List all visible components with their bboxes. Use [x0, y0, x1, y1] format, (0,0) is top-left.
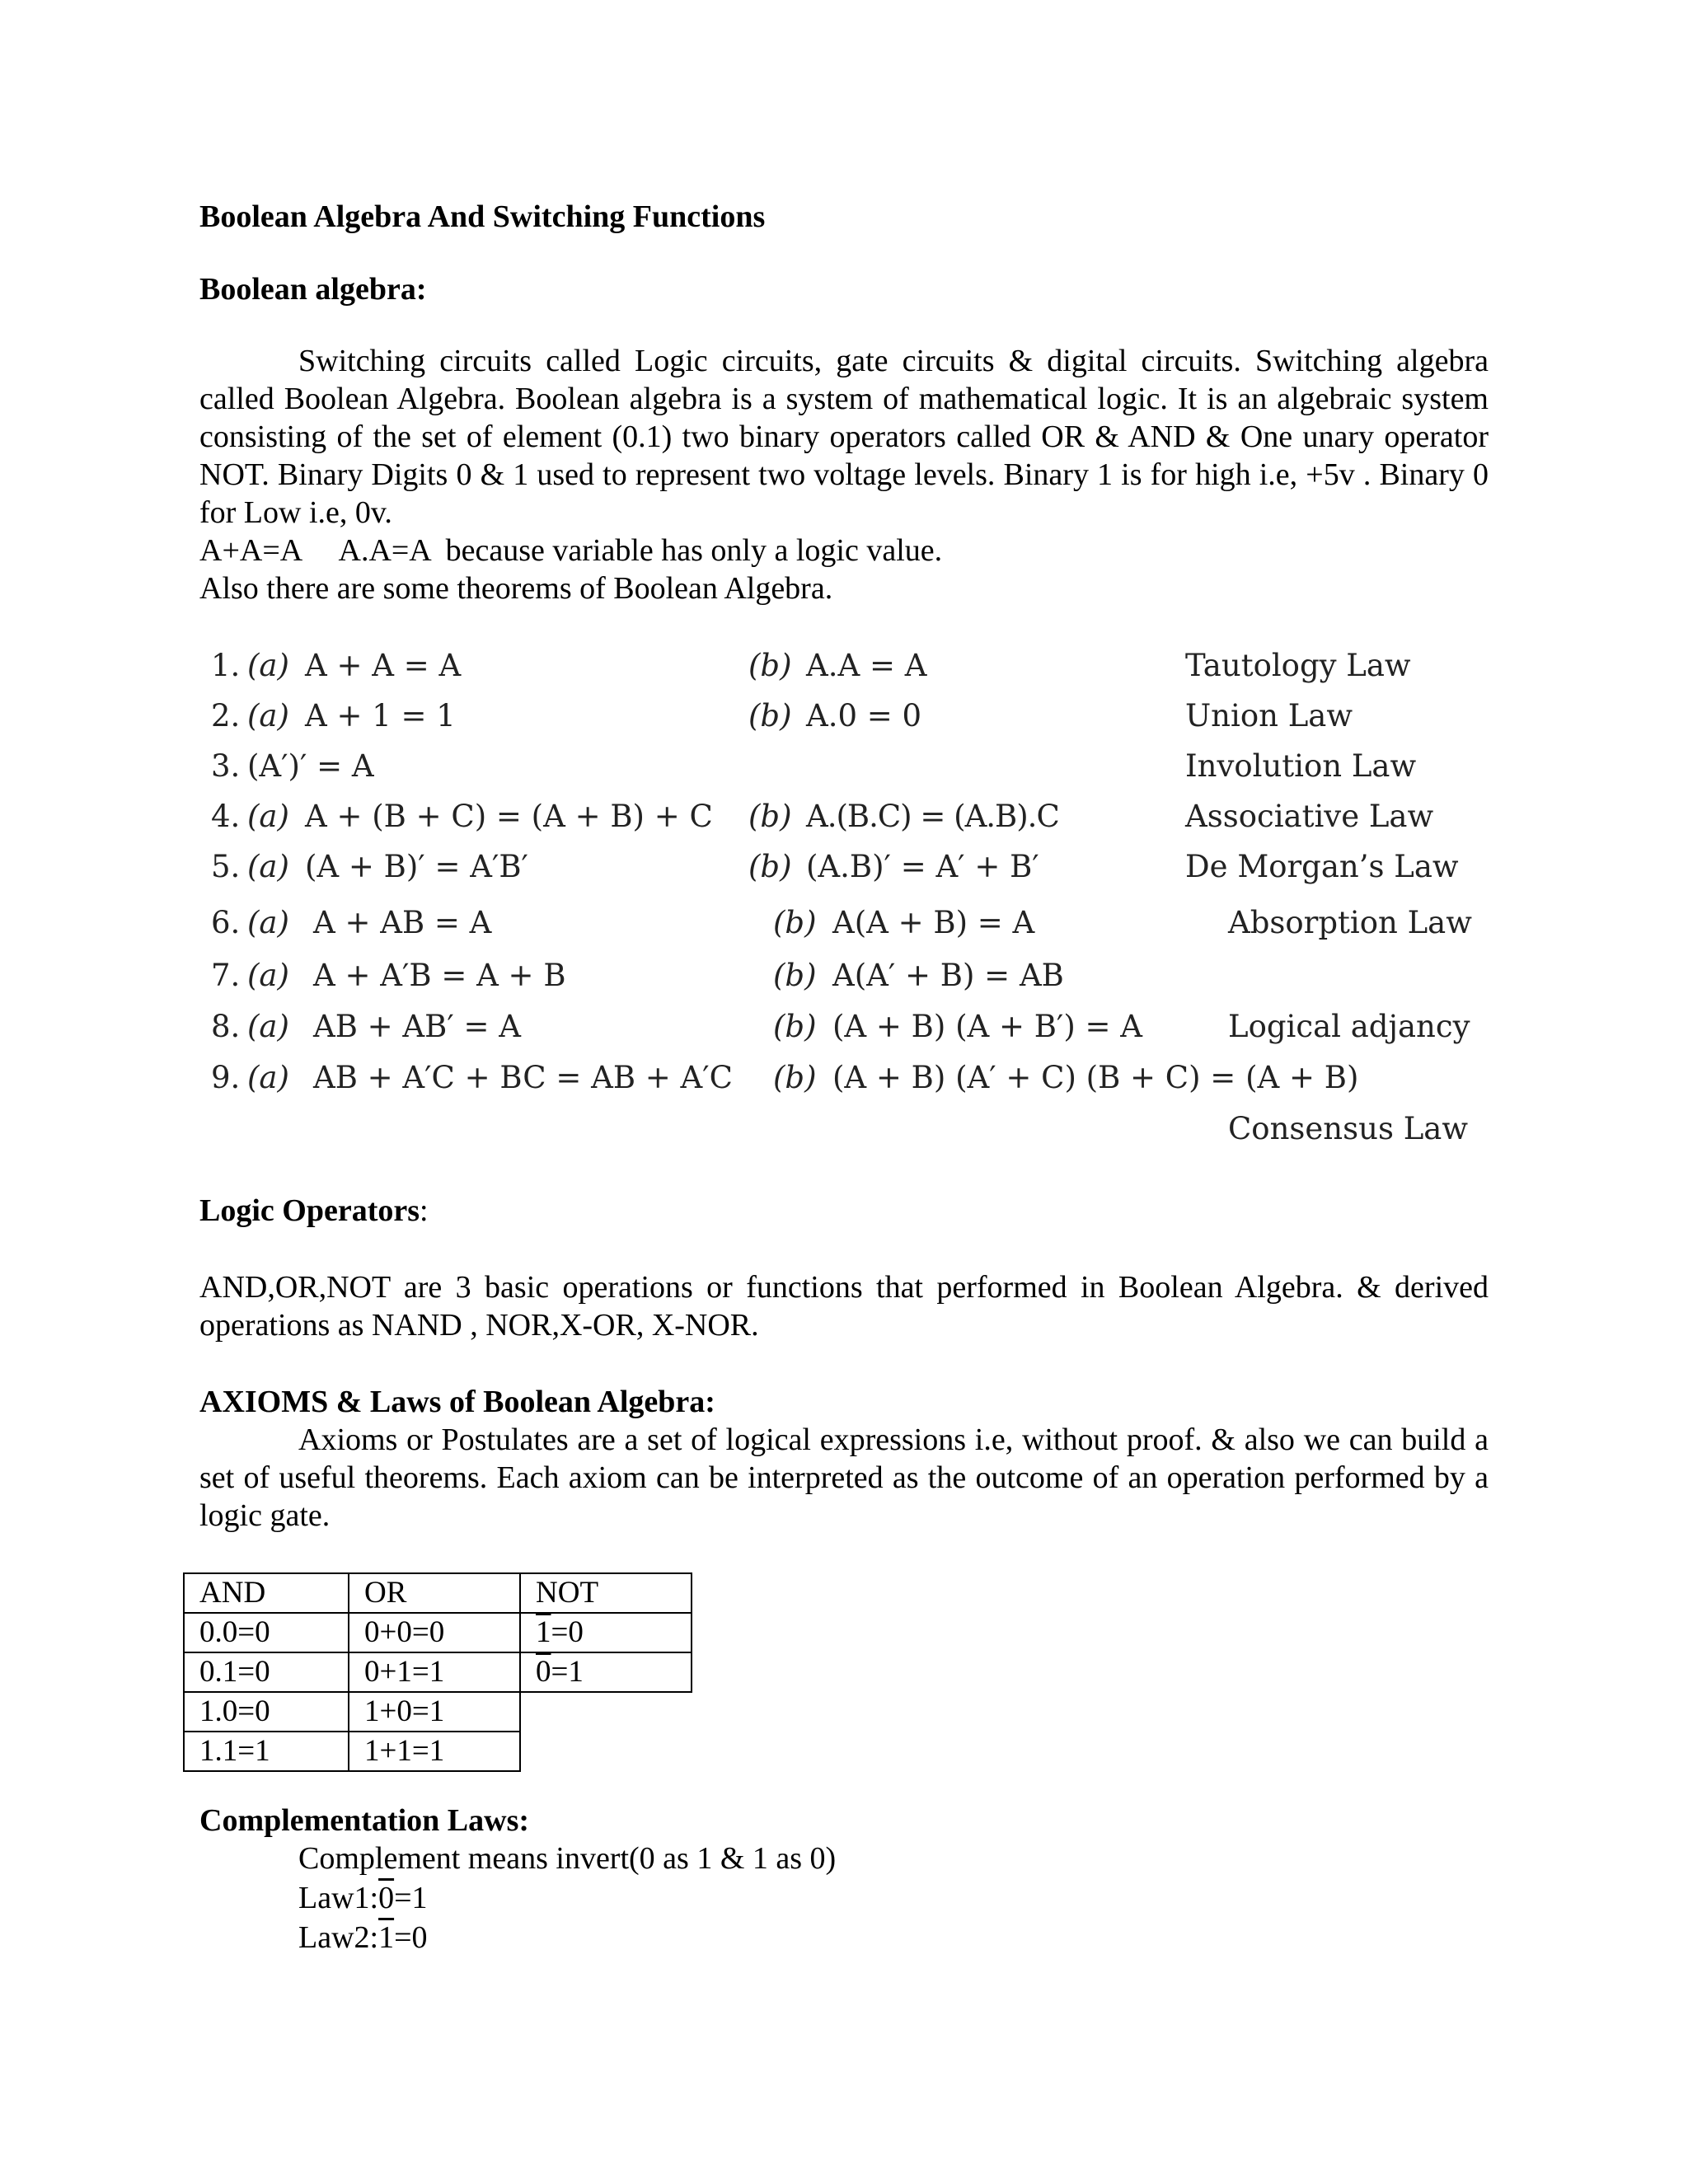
- theorem-5-number: 5.: [211, 849, 241, 884]
- theorem-3-number: 3.: [211, 748, 241, 784]
- theorem-7-number: 7.: [211, 958, 241, 993]
- theorem-4-law: Associative Law: [1185, 799, 1434, 834]
- theorem-9-law: Consensus Law: [1228, 1111, 1468, 1146]
- theorems-intro-line: Also there are some theorems of Boolean Algebra.: [199, 571, 833, 606]
- theorem-1-a-label: (a): [247, 648, 289, 683]
- theorem-1-number: 1.: [211, 648, 241, 683]
- complement-definition: Complement means invert(0 as 1 & 1 as 0): [298, 1841, 837, 1876]
- table-header-or: OR: [349, 1573, 520, 1613]
- axioms-truth-table: [183, 1572, 692, 1772]
- theorem-9-b-label: (b): [773, 1060, 817, 1095]
- theorem-4-b: A.(B.C) = (A.B).C: [806, 799, 1059, 834]
- theorem-1-b-label: (b): [748, 648, 792, 683]
- theorem-1-b: A.A = A: [806, 648, 927, 683]
- complement-law-2: [298, 1919, 428, 1957]
- not-result: =0: [551, 1615, 584, 1649]
- table-cell-or: 0+1=1: [349, 1652, 520, 1692]
- theorem-5-a: (A + B)′ = A′B′: [305, 849, 528, 884]
- theorem-8-number: 8.: [211, 1009, 241, 1044]
- document-title: Boolean Algebra And Switching Functions: [199, 199, 766, 234]
- theorem-6-a-label: (a): [247, 905, 289, 940]
- theorem-1-a: A + A = A: [305, 648, 462, 683]
- theorem-9-b: (A + B) (A′ + C) (B + C) = (A + B): [832, 1060, 1359, 1095]
- theorem-6-b: A(A + B) = A: [832, 905, 1035, 940]
- axioms-paragraph: Axioms or Postulates are a set of logical expressions i.e, without proof. & also we can build a set of useful theorems. Each axiom can be interpreted as the outcome of an operation performed by a logic gate.: [199, 1422, 1489, 1533]
- theorem-7-b: A(A′ + B) = AB: [832, 958, 1064, 993]
- theorem-4-a-label: (a): [247, 799, 289, 834]
- law2-operand: 1: [378, 1920, 395, 1955]
- theorem-7-a: A + A′B = A + B: [313, 958, 566, 993]
- logic-operators-heading-line: [199, 1192, 429, 1230]
- table-row: [184, 1613, 692, 1652]
- theorem-2-a: A + 1 = 1: [305, 698, 456, 733]
- theorem-9-a-label: (a): [247, 1060, 289, 1095]
- table-header-not: NOT: [520, 1573, 692, 1613]
- table-cell-and: 1.0=0: [184, 1692, 349, 1732]
- not-result: =1: [551, 1655, 584, 1689]
- theorem-7-b-label: (b): [773, 958, 817, 993]
- theorem-5-b-label: (b): [748, 849, 792, 884]
- table-cell-not: [520, 1652, 692, 1692]
- boolean-algebra-heading: Boolean algebra:: [199, 272, 427, 307]
- theorem-2-law: Union Law: [1185, 698, 1353, 733]
- theorem-4-b-label: (b): [748, 799, 792, 834]
- table-cell-or: 1+1=1: [349, 1732, 520, 1771]
- not-operand: 0: [536, 1655, 551, 1689]
- table-header-row: [184, 1573, 692, 1613]
- law1-operand: 0: [378, 1881, 395, 1915]
- theorem-3-a: (A′)′ = A: [247, 748, 374, 784]
- table-cell-and: 0.0=0: [184, 1613, 349, 1652]
- table-cell-not: [520, 1613, 692, 1652]
- theorem-5-law: De Morgan’s Law: [1185, 849, 1459, 884]
- logic-operators-colon: :: [420, 1193, 429, 1228]
- logic-operators-heading: Logic Operators: [199, 1193, 420, 1228]
- theorem-6-b-label: (b): [773, 905, 817, 940]
- complementation-heading: Complementation Laws:: [199, 1803, 530, 1838]
- theorem-6-number: 6.: [211, 905, 241, 940]
- theorem-3-law: Involution Law: [1185, 748, 1417, 784]
- table-cell-or: 0+0=0: [349, 1613, 520, 1652]
- table-cell-and: 0.1=0: [184, 1652, 349, 1692]
- theorem-8-law: Logical adjancy: [1228, 1009, 1470, 1044]
- table-cell-empty: [520, 1692, 692, 1732]
- theorem-5-a-label: (a): [247, 849, 289, 884]
- theorem-1-law: Tautology Law: [1185, 648, 1411, 683]
- theorem-9-a: AB + A′C + BC = AB + A′C: [313, 1060, 733, 1095]
- logic-operators-paragraph: AND,OR,NOT are 3 basic operations or functions that performed in Boolean Algebra. & derived operations as NAND , NOR,X-OR, X-NOR.: [199, 1270, 1489, 1343]
- theorem-6-a: A + AB = A: [313, 905, 492, 940]
- theorem-8-a: AB + AB′ = A: [313, 1009, 521, 1044]
- table-cell-empty: [520, 1732, 692, 1771]
- theorem-7-a-label: (a): [247, 958, 289, 993]
- boolean-algebra-paragraph: Switching circuits called Logic circuits, gate circuits & digital circuits. Switching algebra called Boolean Algebra. Boolean algebra is a system of mathematical logic. It is an algebraic system consisting of the set of element (0.1) two binary operators called OR & AND & One unary operator NOT. Binary Digits 0 & 1 used to represent two voltage levels. Binary 1 is for high i.e, +5v . Binary 0 for Low i.e, 0v.: [199, 344, 1489, 530]
- theorem-2-b-label: (b): [748, 698, 792, 733]
- table-row: [184, 1692, 692, 1732]
- table-cell-and: 1.1=1: [184, 1732, 349, 1771]
- theorem-8-b: (A + B) (A + B′) = A: [832, 1009, 1143, 1044]
- law1-result: =1: [394, 1881, 428, 1915]
- theorems-table: [204, 636, 1490, 1154]
- theorem-5-b: (A.B)′ = A′ + B′: [806, 849, 1039, 884]
- theorem-4-a: A + (B + C) = (A + B) + C: [305, 799, 713, 834]
- theorem-6-law: Absorption Law: [1228, 905, 1472, 940]
- law1-prefix: Law1:: [298, 1881, 379, 1915]
- law2-result: =0: [394, 1920, 428, 1955]
- theorem-4-number: 4.: [211, 799, 241, 834]
- table-row: [184, 1652, 692, 1692]
- table-row: [184, 1732, 692, 1771]
- theorem-2-a-label: (a): [247, 698, 289, 733]
- theorem-8-b-label: (b): [773, 1009, 817, 1044]
- table-header-and: AND: [184, 1573, 349, 1613]
- theorem-8-a-label: (a): [247, 1009, 289, 1044]
- identity-equation-line: A+A=A A.A=A because variable has only a logic value.: [199, 533, 943, 568]
- table-cell-or: 1+0=1: [349, 1692, 520, 1732]
- theorem-2-b: A.0 = 0: [806, 698, 922, 733]
- theorem-9-number: 9.: [211, 1060, 241, 1095]
- axioms-heading: AXIOMS & Laws of Boolean Algebra:: [199, 1385, 715, 1419]
- theorem-2-number: 2.: [211, 698, 241, 733]
- law2-prefix: Law2:: [298, 1920, 379, 1955]
- not-operand: 1: [536, 1615, 551, 1649]
- complement-law-1: [298, 1879, 428, 1917]
